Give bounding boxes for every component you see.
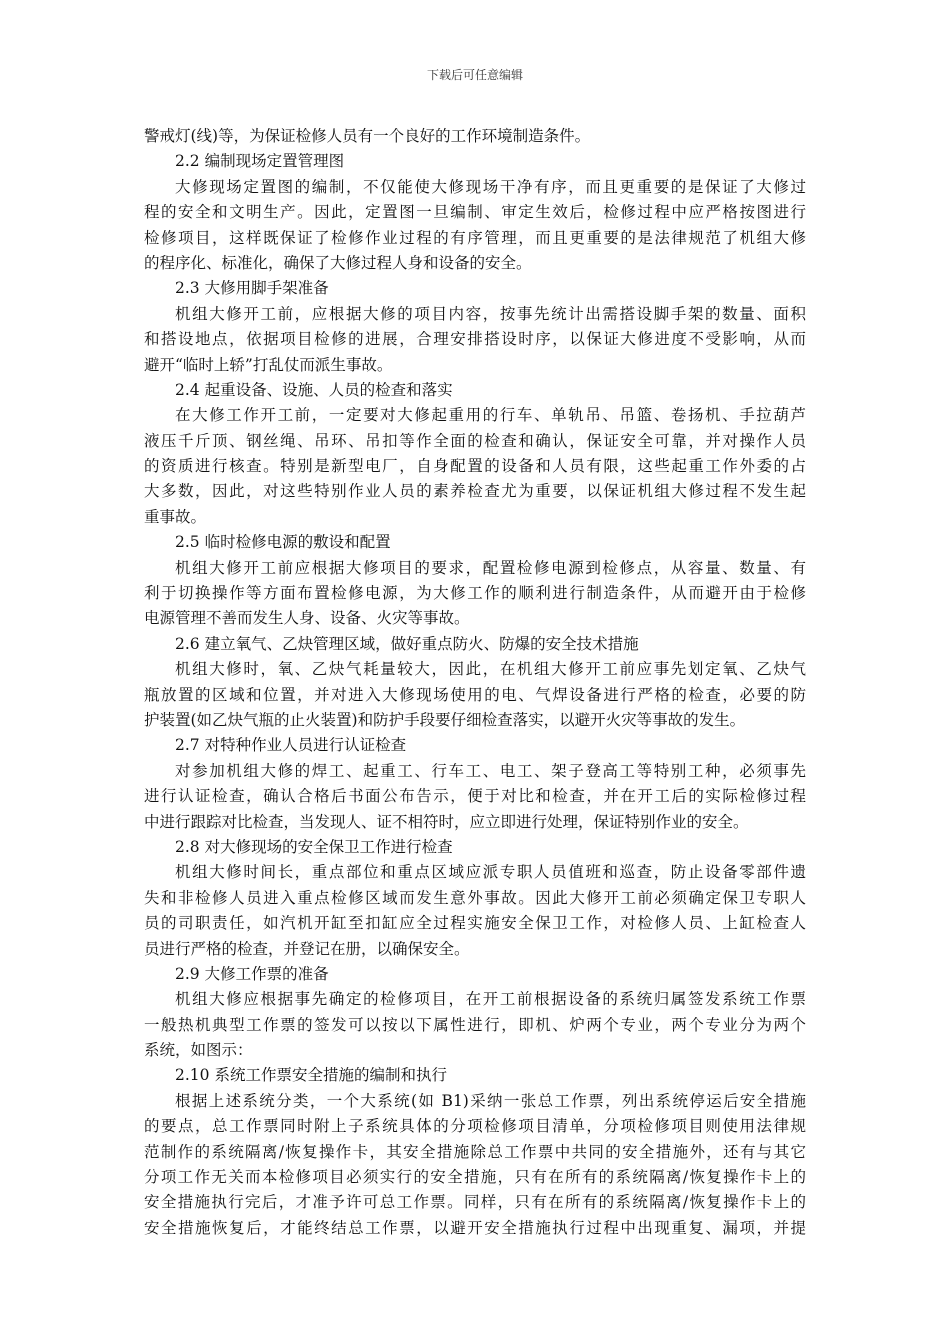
paragraph-line: 机组大修时间长，重点部位和重点区域应派专职人员值班和巡查，防止设备零部件遗 bbox=[175, 863, 806, 882]
section-heading: 2.8 对大修现场的安全保卫工作进行检查 bbox=[175, 837, 453, 856]
paragraph-line: 员进行严格的检查，并登记在册，以确保安全。 bbox=[144, 939, 470, 958]
paragraph-line: 进行认证检查，确认合格后书面公布告示，便于对比和检查，并在开工后的实际检修过程 bbox=[144, 787, 806, 806]
section-heading: 2.7 对特种作业人员进行认证检查 bbox=[175, 736, 407, 755]
paragraph-line: 检修项目，这样既保证了检修作业过程的有序管理，而且更重要的是法律规范了机组大修 bbox=[144, 228, 806, 247]
paragraph-line: 一般热机典型工作票的签发可以按以下属性进行，即机、炉两个专业，两个专业分为两个 bbox=[144, 1015, 806, 1034]
paragraph-line: 利于切换操作等方面布置检修电源，为大修工作的顺利进行制造条件，从而避开由于检修 bbox=[144, 584, 806, 603]
paragraph-line: 失和非检修人员进入重点检修区域而发生意外事故。因此大修开工前必须确定保卫专职人 bbox=[144, 888, 806, 907]
paragraph-line: 警戒灯(线)等，为保证检修人员有一个良好的工作环境制造条件。 bbox=[144, 127, 591, 145]
paragraph-line: 分项工作无关而本检修项目必须实行的安全措施，只有在所有的系统隔离/恢复操作卡上的 bbox=[144, 1168, 806, 1187]
paragraph-line: 大多数，因此，对这些特别作业人员的素养检查尤为重要，以保证机组大修过程不发生起 bbox=[144, 482, 806, 501]
page-header: 下载后可任意编辑 bbox=[426, 68, 523, 82]
paragraph-line: 和搭设地点，依据项目检修的进展，合理安排搭设时序，以保证大修进度不受影响，从而 bbox=[144, 330, 806, 349]
paragraph-line: 根据上述系统分类，一个大系统(如 B1)采纳一张总工作票，列出系统停运后安全措施 bbox=[175, 1091, 806, 1110]
paragraph-line: 机组大修应根据事先确定的检修项目，在开工前根据设备的系统归属签发系统工作票 bbox=[175, 990, 806, 1009]
paragraph-line: 系统，如图示： bbox=[144, 1041, 253, 1060]
paragraph-line: 对参加机组大修的焊工、起重工、行车工、电工、架子登高工等特别工种，必须事先 bbox=[175, 761, 806, 780]
section-heading: 2.9 大修工作票的准备 bbox=[175, 964, 329, 983]
paragraph-line: 机组大修开工前，应根据大修的项目内容，按事先统计出需搭设脚手架的数量、面积 bbox=[175, 304, 806, 323]
section-heading: 2.4 起重设备、设施、人员的检查和落实 bbox=[175, 380, 453, 399]
paragraph-line: 瓶放置的区域和位置，并对进入大修现场使用的电、气焊设备进行严格的检查，必要的防 bbox=[144, 685, 806, 704]
paragraph-line: 的资质进行核查。特别是新型电厂，自身配置的设备和人员有限，这些起重工作外委的占 bbox=[144, 457, 806, 476]
section-heading: 2.6 建立氧气、乙炔管理区域，做好重点防火、防爆的安全技术措施 bbox=[175, 634, 639, 653]
paragraph-line: 护装置(如乙炔气瓶的止火装置)和防护手段要仔细检查落实，以避开火灾等事故的发生。 bbox=[144, 710, 746, 729]
section-heading: 2.3 大修用脚手架准备 bbox=[175, 279, 329, 298]
paragraph-line: 员的司职责任，如汽机开缸至扣缸应全过程实施安全保卫工作，对检修人员、上缸检查人 bbox=[144, 914, 806, 933]
section-heading: 2.2 编制现场定置管理图 bbox=[175, 152, 345, 171]
paragraph-line: 避开“临时上轿”打乱仗而派生事故。 bbox=[144, 355, 393, 374]
section-heading: 2.5 临时检修电源的敷设和配置 bbox=[175, 533, 391, 552]
document-body bbox=[144, 124, 806, 1241]
paragraph-line: 重事故。 bbox=[144, 507, 207, 526]
paragraph-line: 范制作的系统隔离/恢复操作卡，其安全措施除总工作票中共同的安全措施外，还有与其它 bbox=[144, 1142, 806, 1161]
paragraph-line: 的程序化、标准化，确保了大修过程人身和设备的安全。 bbox=[144, 253, 532, 272]
paragraph-line: 大修现场定置图的编制，不仅能使大修现场干净有序，而且更重要的是保证了大修过 bbox=[175, 177, 806, 196]
section-heading: 2.10 系统工作票安全措施的编制和执行 bbox=[175, 1066, 447, 1085]
paragraph-line: 在大修工作开工前，一定要对大修起重用的行车、单轨吊、吊篮、卷扬机、手拉葫芦 bbox=[175, 406, 806, 425]
paragraph-line: 中进行跟踪对比检查，当发现人、证不相符时，应立即进行处理，保证特别作业的安全。 bbox=[144, 812, 749, 831]
paragraph-line: 液压千斤顶、钢丝绳、吊环、吊扣等作全面的检查和确认，保证安全可靠，并对操作人员 bbox=[144, 431, 806, 450]
paragraph-line: 程的安全和文明生产。因此，定置图一旦编制、审定生效后，检修过程中应严格按图进行 bbox=[144, 203, 806, 222]
paragraph-line: 安全措施恢复后，才能终结总工作票，以避开安全措施执行过程中出现重复、漏项，并提 bbox=[144, 1218, 806, 1237]
paragraph-line: 电源管理不善而发生人身、设备、火灾等事故。 bbox=[144, 609, 470, 628]
paragraph-line: 机组大修开工前应根据大修项目的要求，配置检修电源到检修点，从容量、数量、有 bbox=[175, 558, 806, 577]
paragraph-line: 安全措施执行完后，才准予许可总工作票。同样，只有在所有的系统隔离/恢复操作卡上的 bbox=[144, 1193, 806, 1212]
paragraph-line: 机组大修时，氧、乙炔气耗量较大，因此，在机组大修开工前应事先划定氧、乙炔气 bbox=[175, 660, 806, 679]
paragraph-line: 的要点，总工作票同时附上子系统具体的分项检修项目清单，分项检修项目则使用法律规 bbox=[144, 1117, 806, 1136]
